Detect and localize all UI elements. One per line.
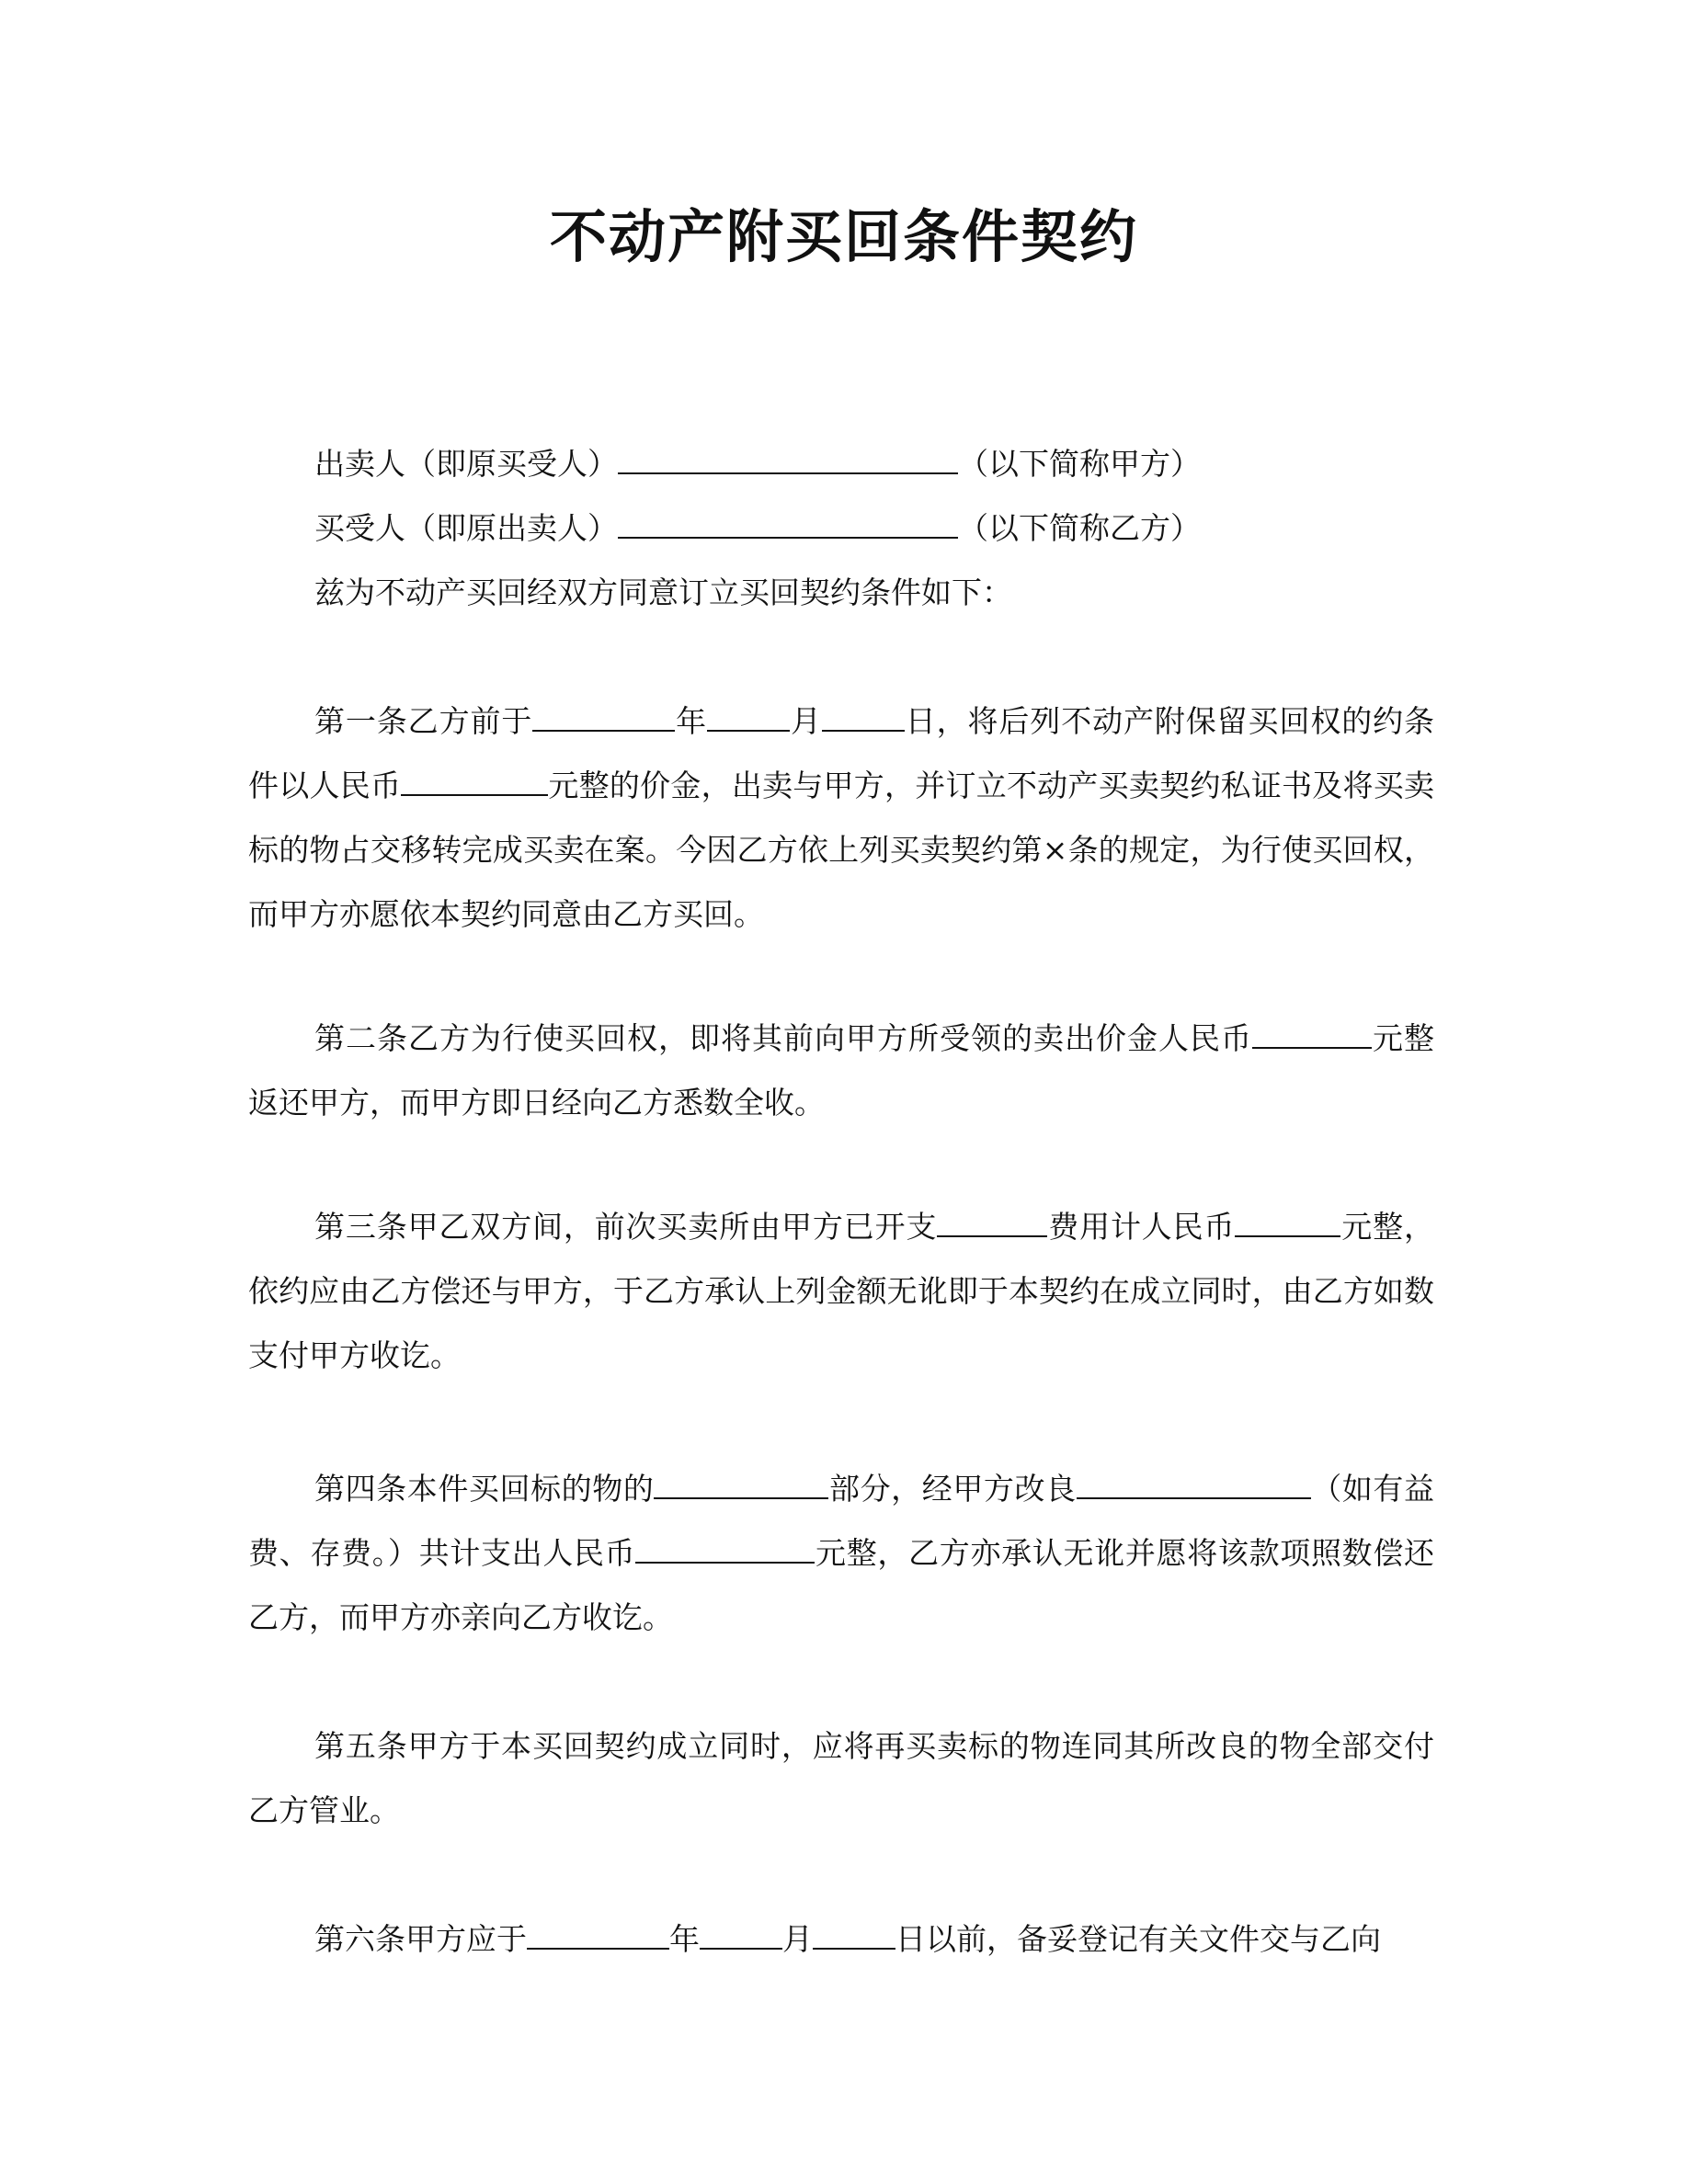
article-5 bbox=[248, 1714, 1434, 1843]
seller-suffix: （以下简称甲方） bbox=[958, 446, 1201, 482]
a6-month-blank[interactable] bbox=[700, 1911, 782, 1950]
article-6-part-2: 年 bbox=[669, 1921, 700, 1957]
article-3-text bbox=[248, 1195, 1434, 1388]
article-3-part-2: 费用计人民币 bbox=[1047, 1209, 1236, 1245]
article-6-part-4: 日以前，备妥登记有关文件交与乙向 bbox=[895, 1921, 1381, 1957]
document-title: 不动产附买回条件契约 bbox=[549, 203, 1138, 270]
article-4-text bbox=[248, 1457, 1434, 1650]
article-1-part-5: 元整的价金，出卖与甲方，并订立不动产买卖契约私证书及将买卖标的物占交移转完成买卖在案。今因乙方依上列买卖契约第×条的规定，为行使买回权，而甲方亦愿依本契约同意由乙方买回。 bbox=[248, 768, 1435, 932]
a4-part-blank[interactable] bbox=[654, 1461, 828, 1499]
a4-amount-blank[interactable] bbox=[635, 1525, 815, 1564]
article-4-part-2: 部分，经甲方改良 bbox=[828, 1471, 1077, 1507]
article-3-part-1: 第三条甲乙双方间，前次买卖所由甲方已开支 bbox=[314, 1209, 938, 1245]
article-2-part-1: 第二条乙方为行使买回权，即将其前向甲方所受领的卖出价金人民币 bbox=[314, 1020, 1252, 1056]
article-6-part-3: 月 bbox=[782, 1921, 813, 1957]
article-1-part-2: 年 bbox=[675, 703, 708, 739]
article-1 bbox=[248, 689, 1434, 947]
article-1-text bbox=[248, 689, 1434, 947]
buyer-line bbox=[248, 496, 1434, 561]
article-6-text bbox=[248, 1907, 1434, 1972]
seller-line bbox=[248, 432, 1434, 496]
seller-name-blank[interactable] bbox=[618, 436, 958, 474]
article-6 bbox=[248, 1907, 1434, 1972]
a6-year-blank[interactable] bbox=[527, 1911, 669, 1950]
a1-day-blank[interactable] bbox=[822, 693, 905, 732]
a4-improvement-blank[interactable] bbox=[1077, 1461, 1311, 1499]
a3-expense-blank[interactable] bbox=[937, 1199, 1047, 1237]
a6-day-blank[interactable] bbox=[813, 1911, 895, 1950]
article-4 bbox=[248, 1457, 1434, 1650]
article-2-part-2: 元整返还甲方，而甲方即日经向乙方悉数全收。 bbox=[248, 1020, 1434, 1120]
article-5-text: 第五条甲方于本买回契约成立同时，应将再买卖标的物连同其所改良的物全部交付乙方管业。 bbox=[248, 1728, 1434, 1828]
buyer-name-blank[interactable] bbox=[618, 500, 958, 539]
article-4-part-3: （如有益费、存费。）共计支出人民币 bbox=[248, 1471, 1435, 1571]
buyer-label: 买受人（即原出卖人） bbox=[314, 510, 618, 546]
preamble: 兹为不动产买回经双方同意订立买回契约条件如下： bbox=[314, 574, 1012, 610]
a3-amount-blank[interactable] bbox=[1235, 1199, 1340, 1237]
article-2 bbox=[248, 1007, 1434, 1135]
article-1-part-1: 第一条乙方前于 bbox=[314, 703, 533, 739]
article-3-part-3: 元整，依约应由乙方偿还与甲方，于乙方承认上列金额无讹即于本契约在成立同时，由乙方如数支付甲方收讫。 bbox=[248, 1209, 1435, 1373]
parties-section bbox=[248, 432, 1434, 625]
article-1-part-3: 月 bbox=[790, 703, 822, 739]
article-4-part-1: 第四条本件买回标的物的 bbox=[314, 1471, 655, 1507]
a2-amount-blank[interactable] bbox=[1252, 1010, 1372, 1049]
article-2-text bbox=[248, 1007, 1434, 1135]
a1-year-blank[interactable] bbox=[532, 693, 675, 732]
buyer-suffix: （以下简称乙方） bbox=[958, 510, 1201, 546]
article-3 bbox=[248, 1195, 1434, 1388]
article-1-part-4: 日，将后列不动产附保留买回权的约条件以人民币 bbox=[248, 703, 1435, 803]
article-6-part-1: 第六条甲方应于 bbox=[314, 1921, 527, 1957]
article-4-part-4: 元整，乙方亦承认无讹并愿将该款项照数偿还乙方，而甲方亦亲向乙方收讫。 bbox=[248, 1535, 1435, 1635]
seller-label: 出卖人（即原买受人） bbox=[314, 446, 618, 482]
a1-month-blank[interactable] bbox=[707, 693, 790, 732]
a1-price-blank[interactable] bbox=[401, 757, 548, 796]
